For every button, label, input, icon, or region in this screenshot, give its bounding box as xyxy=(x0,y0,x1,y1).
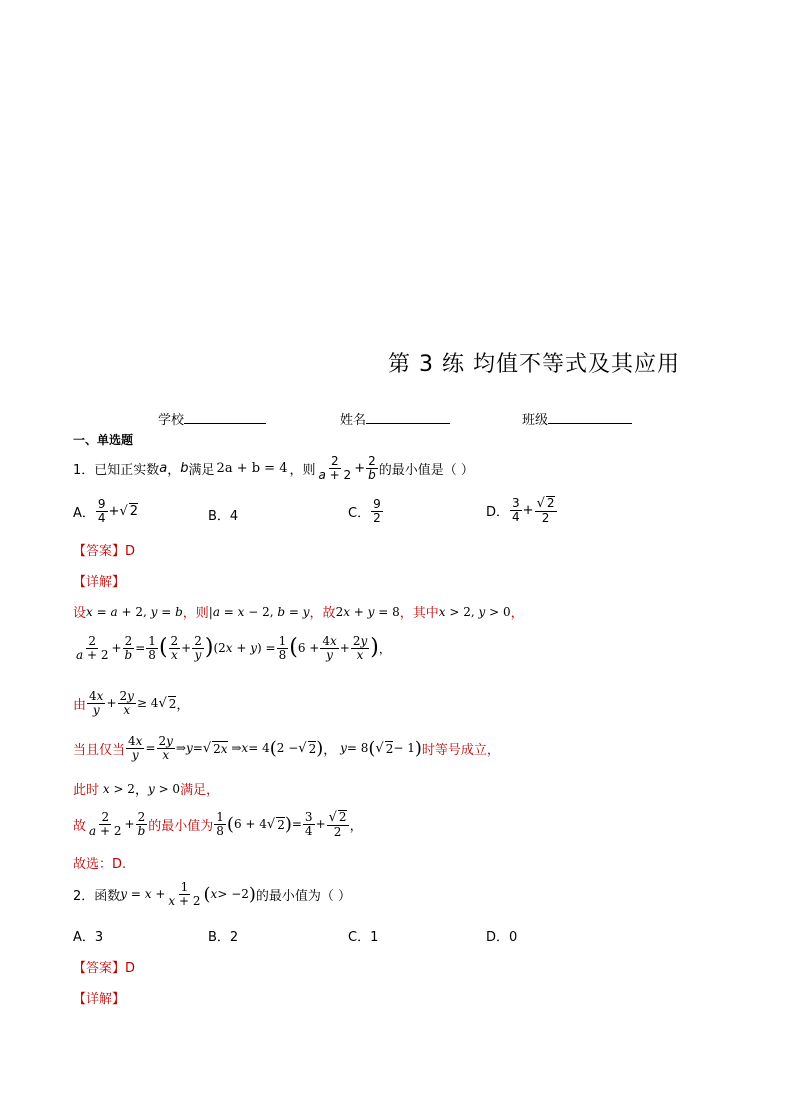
school-field xyxy=(158,409,266,428)
q2-option-c[interactable]: C．1 xyxy=(348,930,379,945)
s1-d: ，其中 xyxy=(399,606,439,621)
q1-option-a[interactable]: A． $\frac{9}{4}$ + √ 2 xyxy=(73,497,139,525)
q1-option-a-label: A． xyxy=(73,505,95,521)
q1-solution-line-7: 故选：D. xyxy=(73,857,127,872)
q1-solution-line-4: 当且仅当 $\frac{4x}{y}$ = $\frac{2y}{x}$ ⇒ y = √ 2x ⇒ x = 4 ( 2 − √ 2 ) ， y = 8 ( √ 2 − 1 ) 时等号成立， xyxy=(73,734,500,762)
class-label: 班级 xyxy=(522,413,549,428)
q1-option-c[interactable]: C． $\frac{9}{2}$ xyxy=(348,497,381,525)
name-blank xyxy=(366,411,450,424)
s4-c: 时等号成立， xyxy=(421,742,500,758)
q1-solution-line-6: 故 $\frac{2}{a + 2}$ + $\frac{2}{b}$ 的最小值为 $\frac{1}{8}$ ( 6 + 4 √ 2 ) = $\frac{3}{4}$ + $\frac{√ 2}{2}$ ， xyxy=(73,810,363,839)
q1-solution-line-1: 设 x = a + 2, y = b ，则 |a = x − 2, b = y ，故 2x + y = 8 ，其中 x > 2, y > 0 ， xyxy=(73,602,524,621)
q2-answer-label: 【答案】 xyxy=(73,961,126,976)
s1-b: ，则 xyxy=(182,606,209,621)
question-2-stem: 2．函数 y = x + $\frac{1}{x + 2}$ ( x > −2 ) 的最小值为（ ） xyxy=(73,880,352,908)
s6-b: 的最小值为 xyxy=(148,818,214,834)
q1-stem-then: ，则 xyxy=(289,462,316,478)
s3-b: ， xyxy=(176,697,190,713)
s6-c: ， xyxy=(349,818,363,834)
s4-a: 当且仅当 xyxy=(73,742,126,758)
class-field xyxy=(522,409,632,428)
s6-a: 故 xyxy=(73,818,87,834)
q1-option-d[interactable]: D． $\frac{3}{4}$ + $\frac{√ 2}{2}$ xyxy=(486,496,555,525)
q1-option-c-label: C． xyxy=(348,505,371,521)
q1-var-a: a xyxy=(159,460,168,476)
school-blank xyxy=(184,411,266,424)
name-label: 姓名 xyxy=(340,413,367,428)
name-field xyxy=(340,409,450,428)
q1-stem-end: 的最小值是（ ） xyxy=(378,462,474,478)
q1-stem-sep: ， xyxy=(167,462,181,478)
q2-explain-label: 【详解】 xyxy=(73,992,126,1007)
class-blank xyxy=(548,411,632,424)
s1-c: ，故 xyxy=(309,606,336,621)
q2-option-b[interactable]: B．2 xyxy=(208,930,239,945)
q1-fraction-1: $\frac{2}{a + 2}$ xyxy=(318,454,352,482)
q2-answer-value: D xyxy=(125,961,136,976)
s1-a: 设 xyxy=(73,606,87,621)
q1-option-d-label: D． xyxy=(486,504,510,520)
q1-fraction-2: $\frac{2}{b}$ xyxy=(368,454,376,482)
s1-e: ， xyxy=(510,606,524,621)
q1-stem-mid: 满足 xyxy=(188,462,215,478)
s4-b: ， xyxy=(323,742,337,758)
q2-option-d[interactable]: D．0 xyxy=(486,930,518,945)
s5-a: 此时 xyxy=(73,783,100,798)
question-1-stem: 1．已知正实数 a ， b 满足 2a + b = 4 ，则 $\frac{2}{a + 2}$ + $\frac{2}{b}$ 的最小值是（ ） xyxy=(73,454,474,482)
q1-solution-line-2: $\frac{2}{a + 2}$ + $\frac{2}{b}$ = $\frac{1}{8}$ ( $\frac{2}{x}$ + $\frac{2}{y}$ ) (2x + y) = $\frac{1}{8}$ ( 6 + $\frac{4x}{y}$ + $\frac{2y}{x}$ ) ， xyxy=(76,634,391,662)
section-heading: 一、单选题 xyxy=(73,433,134,447)
q2-option-a[interactable]: A．3 xyxy=(73,930,104,945)
q1-condition: 2a + b = 4 xyxy=(216,460,288,476)
q1-var-b: b xyxy=(180,460,189,476)
s5-c: 满足， xyxy=(180,783,220,798)
q1-answer-value: D xyxy=(125,544,136,559)
q2-answer xyxy=(73,957,135,976)
q1-option-b[interactable]: B．4 xyxy=(208,509,239,524)
q1-answer xyxy=(73,540,135,559)
q1-solution-line-5: 此时 x > 2 ， y > 0 满足， xyxy=(73,779,219,798)
q2-stem-pre: 2．函数 xyxy=(73,888,121,904)
s5-b: ， xyxy=(134,783,148,798)
q1-solution-line-3: 由 $\frac{4x}{y}$ + $\frac{2y}{x}$ ≥ 4 √ 2 ， xyxy=(73,689,190,717)
q1-explain-label: 【详解】 xyxy=(73,575,126,590)
school-label: 学校 xyxy=(158,413,185,428)
page-title: 第 3 练 均值不等式及其应用 xyxy=(388,352,680,377)
q2-stem-end: 的最小值为（ ） xyxy=(255,888,352,904)
q1-answer-label: 【答案】 xyxy=(73,544,126,559)
q1-stem-pre: 1．已知正实数 xyxy=(73,462,160,478)
s3-a: 由 xyxy=(73,697,87,713)
